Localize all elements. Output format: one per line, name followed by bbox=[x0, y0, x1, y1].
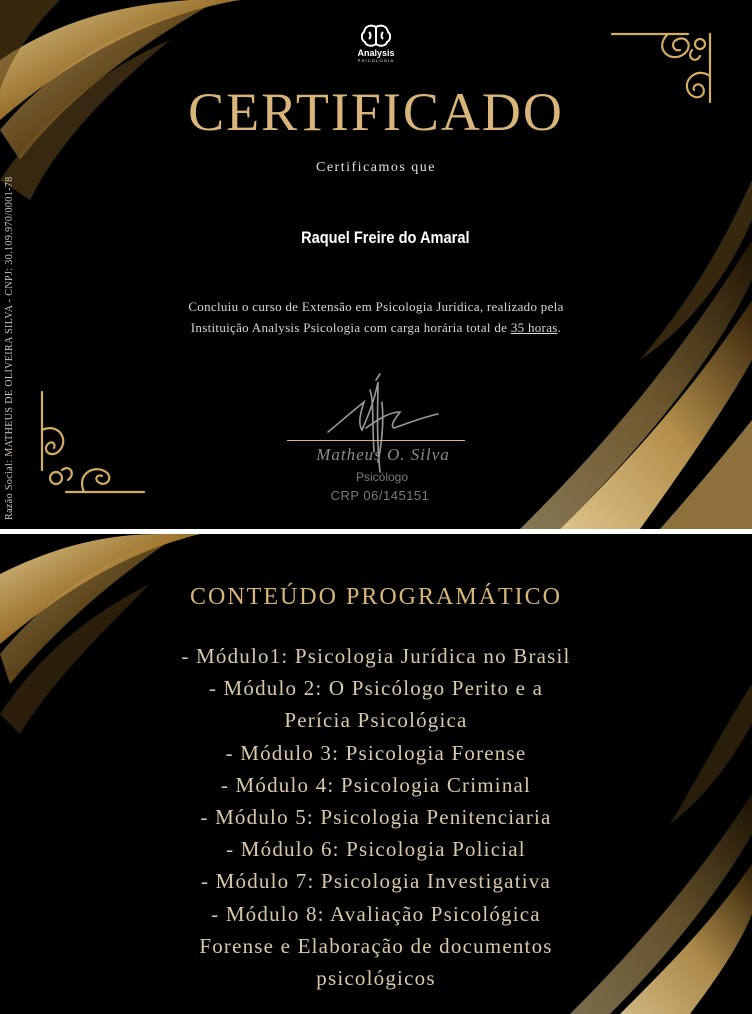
module-line: Forense e Elaboração de documentos bbox=[199, 933, 553, 958]
body-line-1: Concluiu o curso de Extensão em Psicologia Jurídica, realizado pela bbox=[188, 299, 564, 314]
module-line: - Módulo 3: Psicologia Forense bbox=[225, 740, 527, 765]
module-line: - Módulo 4: Psicologia Criminal bbox=[220, 772, 532, 797]
certificate-intro: Certificamos que bbox=[315, 160, 437, 175]
body-line-2-prefix: Instituição Analysis Psicologia com carga horária total de bbox=[190, 320, 508, 335]
body-line-2-suffix: . bbox=[557, 320, 562, 335]
logo-brand: Analysis bbox=[357, 48, 395, 58]
module-line: psicológicos bbox=[316, 966, 436, 991]
module-line: - Módulo 7: Psicologia Investigativa bbox=[201, 869, 551, 894]
signer-name: Matheus O. Silva bbox=[316, 445, 450, 464]
logo-subtitle: PSICOLOGIA bbox=[357, 58, 395, 63]
module-line: - Módulo 2: O Psicólogo Perito e a bbox=[208, 676, 544, 701]
signer-registration: CRP 06/145151 bbox=[330, 488, 430, 503]
company-registration: Razão Social: MATHEUS DE OLIVEIRA SILVA - CNPJ: 30.109.970/0001-78 bbox=[4, 176, 15, 520]
recipient-name: Raquel Freire do Amaral bbox=[301, 228, 470, 247]
signer-role: Psicólogo bbox=[355, 470, 409, 484]
handwritten-signature bbox=[320, 372, 450, 482]
module-list bbox=[0, 640, 752, 994]
module-line: - Módulo 6: Psicologia Policial bbox=[226, 837, 526, 862]
content-title: CONTEÚDO PROGRAMÁTICO bbox=[189, 584, 562, 610]
module-line: Perícia Psicológica bbox=[284, 708, 468, 733]
body-line-2 bbox=[0, 317, 752, 338]
module-line: - Módulo 5: Psicologia Penitenciaria bbox=[200, 805, 552, 830]
program-content-page bbox=[0, 534, 752, 1014]
analysis-logo bbox=[352, 24, 400, 63]
certificate-title: CERTIFICADO bbox=[188, 82, 564, 142]
signature-line bbox=[287, 440, 465, 441]
course-hours: 35 horas bbox=[510, 320, 558, 335]
brain-icon bbox=[361, 24, 391, 48]
module-line: - Módulo 8: Avaliação Psicológica bbox=[211, 901, 541, 926]
module-line: - Módulo1: Psicologia Jurídica no Brasil bbox=[181, 644, 571, 668]
certificate-body bbox=[0, 296, 752, 338]
